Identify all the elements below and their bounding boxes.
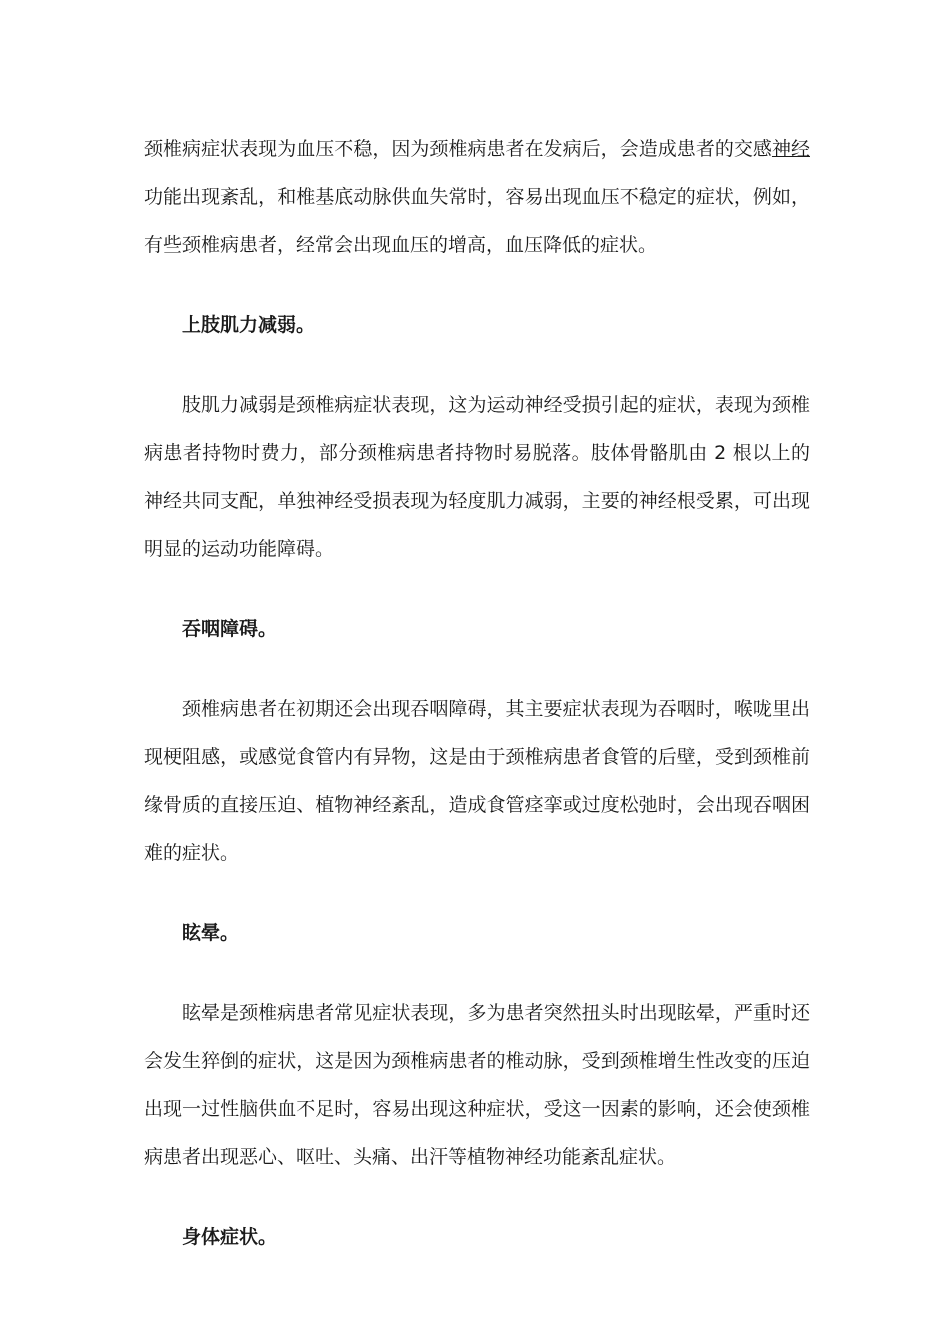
heading-upper-limb: 上肢肌力减弱。 (182, 314, 316, 336)
paragraph-upper-limb: 肢肌力减弱是颈椎病症状表现，这为运动神经受损引起的症状，表现为颈椎病患者持物时费力，部分颈椎病患者持物时易脱落。肢体骨骼肌由 2 根以上的神经共同支配，单独神经受损表现为轻度肌力减弱，主要的神经根受累，可出现明显的运动功能障碍。 (144, 394, 810, 560)
intro-underlined-term[interactable]: 神经 (771, 138, 810, 160)
document-page (144, 125, 810, 1293)
heading-body-symptoms: 身体症状。 (182, 1226, 278, 1248)
intro-text-start: 颈椎病症状表现为血压不稳，因为颈椎病患者在发病后，会造成患者的交感 (144, 138, 772, 160)
paragraph-dizziness: 眩晕是颈椎病患者常见症状表现，多为患者突然扭头时出现眩晕，严重时还会发生猝倒的症状，这是因为颈椎病患者的椎动脉，受到颈椎增生性改变的压迫出现一过性脑供血不足时，容易出现这种症状，受这一因素的影响，还会使颈椎病患者出现恶心、呕吐、头痛、出汗等植物神经功能紊乱症状。 (144, 1002, 810, 1168)
intro-text-end: 功能出现紊乱，和椎基底动脉供血失常时，容易出现血压不稳定的症状，例如，有些颈椎病患者，经常会出现血压的增高，血压降低的症状。 (144, 186, 810, 256)
heading-dizziness: 眩晕。 (182, 922, 240, 944)
heading-swallowing: 吞咽障碍。 (182, 618, 278, 640)
paragraph-swallowing: 颈椎病患者在初期还会出现吞咽障碍，其主要症状表现为吞咽时，喉咙里出现梗阻感，或感觉食管内有异物，这是由于颈椎病患者食管的后壁，受到颈椎前缘骨质的直接压迫、植物神经紊乱，造成食管痉挛或过度松弛时，会出现吞咽困难的症状。 (144, 698, 810, 864)
intro-paragraph (144, 125, 810, 269)
